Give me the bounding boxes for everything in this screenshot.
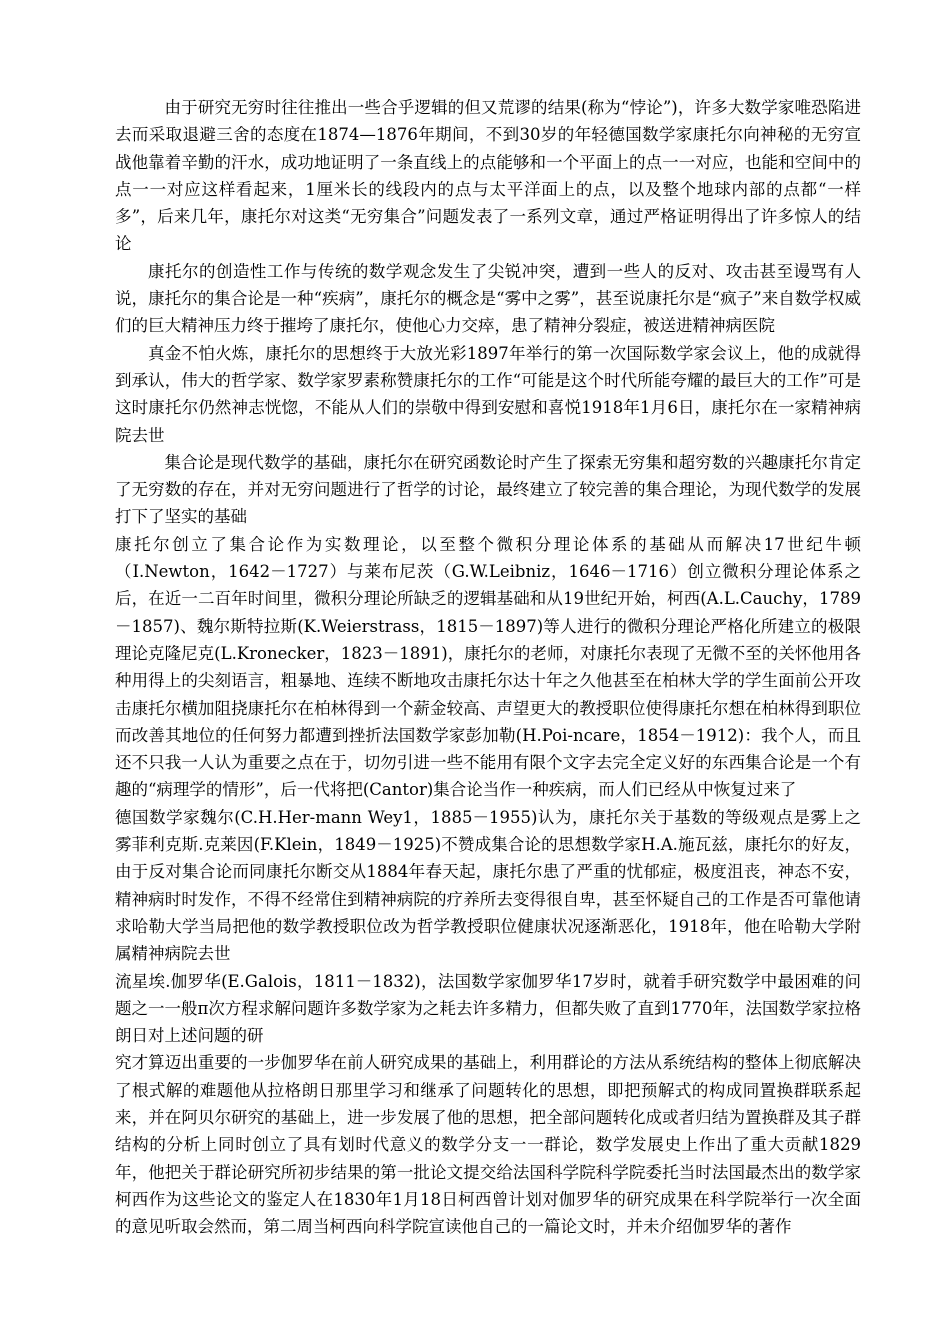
paragraph-recognition: 真金不怕火炼，康托尔的思想终于大放光彩1897年举行的第一次国际数学家会议上，他的成就得到承认，伟大的哲学家、数学家罗素称赞康托尔的工作“可能是这个时代所能夸耀的最巨大的工作”可是这时康托尔仍然神志恍惚，不能从人们的崇敬中得到安慰和喜悦1918年1月6日，康托尔在一家精神病院去世 [115,343,861,445]
paragraph-calculus-foundation: 康托尔创立了集合论作为实数理论，以至整个微积分理论体系的基础从而解决17世纪牛顿（I.Newton，1642－1727）与莱布尼茨（G.W.Leibniz，1646－1716）创立微积分理论体系之后，在近一二百年时间里，微积分理论所缺乏的逻辑基础和从19世纪开始，柯西(A.L.Cauchy，1789－1857)、魏尔斯特拉斯(K.Weierstrass，1815－1897)等人进行的微积分理论严格化所建立的极限理论克隆尼克(L.Kronecker，1823－1891)，康托尔的老师，对康托尔表现了无微不至的关怀他用各种用得上的尖刻语言，粗暴地、连续不断地攻击康托尔达十年之久他甚至在柏林大学的学生面前公开攻击康托尔横加阻挠康托尔在柏林得到一个薪金较高、声望更大的教授职位使得康托尔想在柏林得到职位而改善其地位的任何努力都遭到挫折法国数学家彭加勒(H.Poi-ncare，1854－1912)：我个人，而且还不只我一人认为重要之点在于，切勿引进一些不能用有限个文字去完全定义好的东西集合论是一个有趣的“病理学的情形”，后一代将把(Cantor)集合论当作一种疾病，而人们已经从中恢复过来了 [115,534,861,800]
paragraph-infinity-paradox: 由于研究无穷时往往推出一些合乎逻辑的但又荒谬的结果(称为“悖论”)，许多大数学家唯恐陷进去而采取退避三舍的态度在1874—1876年期间，不到30岁的年轻德国数学家康托尔向神秘的无穷宣战他靠着辛勤的汗水，成功地证明了一条直线上的点能够和一个平面上的点一一对应，也能和空间中的点一一对应这样看起来，1厘米长的线段内的点与太平洋面上的点，以及整个地球内部的点都“一样多”，后来几年，康托尔对这类“无穷集合”问题发表了一系列文章，通过严格证明得出了许多惊人的结论 [115,98,861,254]
paragraph-weyl-klein: 德国数学家魏尔(C.H.Her-mann Wey1，1885－1955)认为，康托尔关于基数的等级观点是雾上之雾菲利克斯.克莱因(F.Klein，1849－1925)不赞成集合论的思想数学家H.A.施瓦兹，康托尔的好友，由于反对集合论而同康托尔断交从1884年春天起，康托尔患了严重的忧郁症，极度沮丧，神态不安，精神病时时发作，不得不经常住到精神病院的疗养所去变得很自卑，甚至怀疑自己的工作是否可靠他请求哈勒大学当局把他的数学教授职位改为哲学教授职位健康状况逐渐恶化，1918年，他在哈勒大学附属精神病院去世 [115,807,861,964]
paragraph-conflict: 康托尔的创造性工作与传统的数学观念发生了尖锐冲突，遭到一些人的反对、攻击甚至谩骂有人说，康托尔的集合论是一种“疾病”，康托尔的概念是“雾中之雾”，甚至说康托尔是“疯子”来自数学权威们的巨大精神压力终于摧垮了康托尔，使他心力交瘁，患了精神分裂症，被送进精神病医院 [115,261,861,336]
paragraph-set-theory-foundation: 集合论是现代数学的基础，康托尔在研究函数论时产生了探索无穷集和超穷数的兴趣康托尔肯定了无穷数的存在，并对无穷问题进行了哲学的讨论，最终建立了较完善的集合理论，为现代数学的发展打下了坚实的基础 [115,452,861,527]
paragraph-galois-group-theory: 究才算迈出重要的一步伽罗华在前人研究成果的基础上，利用群论的方法从系统结构的整体上彻底解决了根式解的难题他从拉格朗日那里学习和继承了问题转化的思想，即把预解式的构成同置换群联系起来，并在阿贝尔研究的基础上，进一步发展了他的思想，把全部问题转化成或者归结为置换群及其子群结构的分析上同时创立了具有划时代意义的数学分支一一群论，数学发展史上作出了重大贡献1829年，他把关于群论研究所初步结果的第一批论文提交给法国科学院科学院委托当时法国最杰出的数学家柯西作为这些论文的鉴定人在1830年1月18日柯西曾计划对伽罗华的研究成果在科学院举行一次全面的意见听取会然而，第二周当柯西向科学院宣读他自己的一篇论文时，并未介绍伽罗华的著作 [115,1053,861,1237]
document-page [115,94,861,1240]
paragraph-galois-intro: 流星埃.伽罗华(E.Galois，1811－1832)，法国数学家伽罗华17岁时，就着手研究数学中最困难的问题之一一般π次方程求解问题许多数学家为之耗去许多精力，但都失败了直到1770年，法国数学家拉格朗日对上述问题的研 [115,971,861,1046]
